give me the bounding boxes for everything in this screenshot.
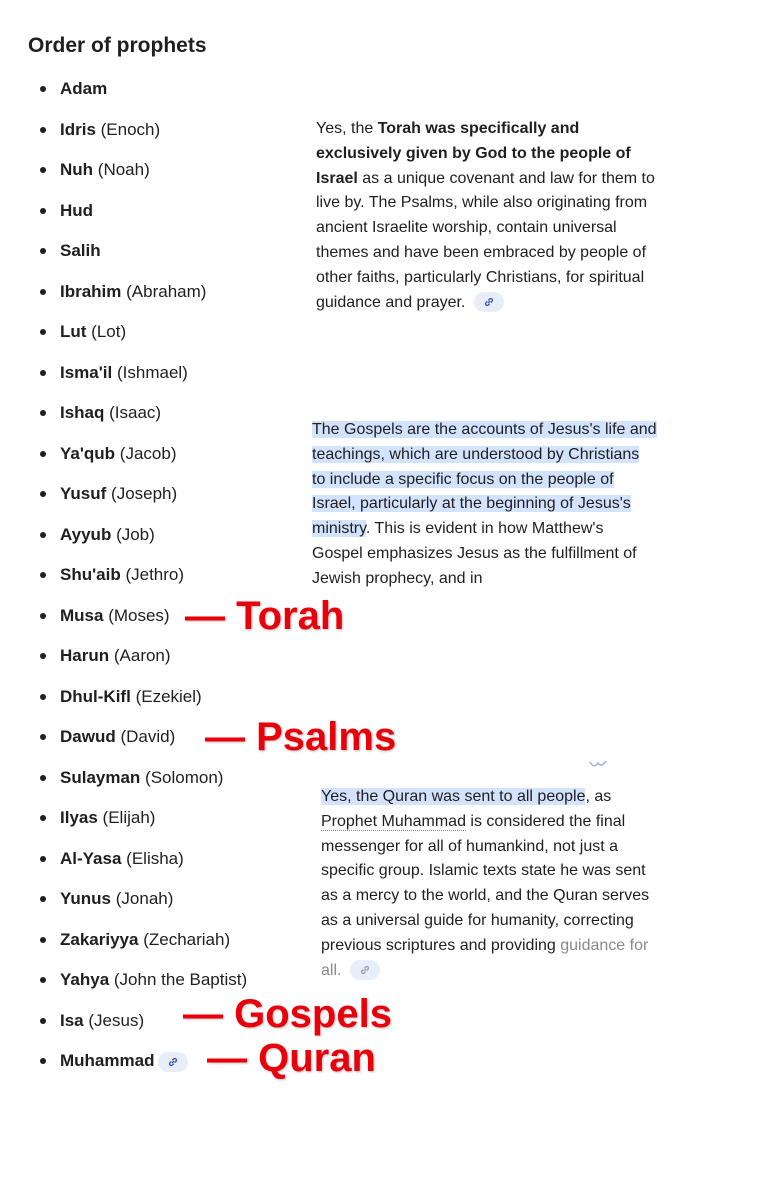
prophet-alt-name: (Zechariah): [143, 929, 231, 949]
list-item: [0, 272, 247, 313]
prophet-name: Shu'aib: [60, 565, 121, 584]
list-item: [0, 515, 247, 556]
prophet-alt-name: (Aaron): [113, 646, 171, 665]
prophet-name: Hud: [60, 200, 94, 220]
list-item: [0, 636, 247, 677]
gospel-answer: [312, 418, 657, 592]
bullet-icon: [40, 734, 46, 740]
gospel-answer-highlight: The Gospels are the accounts of Jesus's life and teachings, which are understood by Christians to include a specific focus on the people of Israel, particularly at the beginning of Jesus's ministry: [312, 421, 657, 538]
prophet-name: Dawud: [60, 727, 116, 746]
prophet-name: Ibrahim: [60, 281, 122, 301]
bullet-icon: [40, 329, 46, 335]
prophet-list: [0, 69, 247, 1082]
prophet-name: Ilyas: [60, 808, 98, 827]
bullet-icon: [40, 977, 46, 983]
bullet-icon: [40, 127, 46, 133]
list-item: [0, 434, 247, 475]
list-item: [0, 393, 247, 434]
gospel-answer-post: . This is evident in how Matthew's Gospel emphasizes Jesus as the fulfillment of Jewish prophecy, and in: [312, 520, 637, 587]
quran-answer-mid1: , as: [585, 788, 612, 805]
torah-answer-pre: Yes, the: [316, 120, 378, 137]
bullet-icon: [40, 289, 46, 295]
prophet-alt-name: (Jethro): [125, 565, 185, 584]
torah-label: — Torah: [185, 594, 345, 638]
prophet-name: Isma'il: [60, 362, 113, 382]
bullet-icon: [40, 491, 46, 497]
prophet-alt-name: (Elijah): [102, 808, 156, 827]
bullet-icon: [40, 208, 46, 214]
prophet-name: Yunus: [60, 889, 112, 908]
bullet-icon: [40, 613, 46, 619]
prophet-alt-name: (Lot): [91, 322, 127, 341]
prophet-alt-name: (Elisha): [126, 848, 184, 868]
prophet-name: Salih: [60, 241, 101, 260]
bullet-icon: [40, 937, 46, 943]
prophet-alt-name: (Ishmael): [116, 362, 188, 382]
list-item: [0, 353, 247, 394]
torah-answer-post: as a unique covenant and law for them to live by. The Psalms, while also originating from ancient Israelite worship, contain universal themes and have been embraced by people of other faiths, particularly Christians, for spiritual guidance and prayer.: [316, 169, 655, 311]
prophet-alt-name: (David): [120, 727, 176, 746]
bullet-icon: [40, 572, 46, 578]
list-item: [0, 191, 247, 232]
prophet-alt-name: (Job): [116, 524, 155, 544]
bullet-icon: [40, 451, 46, 457]
bullet-icon: [40, 86, 46, 92]
quran-answer-fade: guidance for all.: [321, 936, 649, 979]
psalms-label: — Psalms: [205, 715, 397, 759]
bullet-icon: [40, 248, 46, 254]
list-item: [0, 474, 247, 515]
bullet-icon: [40, 694, 46, 700]
prophet-name: Sulayman: [60, 767, 141, 787]
prophet-name: Yahya: [60, 970, 110, 989]
prophet-alt-name: (Jonah): [115, 889, 174, 908]
list-item: [0, 920, 247, 961]
torah-answer-bold: Torah was specifically and exclusively given by God to the people of Israel: [316, 120, 631, 187]
prophet-alt-name: (Moses): [108, 605, 170, 625]
quran-answer-highlight: Yes, the Quran was sent to all people: [321, 788, 586, 805]
page-title: Order of prophets: [28, 34, 207, 57]
bullet-icon: [40, 653, 46, 659]
quran-answer: [321, 785, 656, 983]
prophet-name: Nuh: [60, 160, 94, 179]
sparkle-icon: [588, 760, 608, 770]
list-item: [0, 150, 247, 191]
prophet-name: Adam: [60, 79, 108, 98]
bullet-icon: [40, 410, 46, 416]
list-item: [0, 312, 247, 353]
gospels-label: — Gospels: [183, 992, 392, 1036]
prophet-name: Isa: [60, 1010, 84, 1030]
torah-answer: [316, 117, 656, 315]
prophet-name: Idris: [60, 119, 96, 139]
source-link-button[interactable]: [350, 960, 380, 980]
list-item: [0, 677, 247, 718]
list-item: [0, 231, 247, 272]
prophet-name: Harun: [60, 646, 110, 665]
prophet-name: Ayyub: [60, 524, 112, 544]
prophet-name: Yusuf: [60, 484, 107, 503]
prophet-name: Ya'qub: [60, 443, 116, 463]
bullet-icon: [40, 1058, 46, 1064]
bullet-icon: [40, 775, 46, 781]
link-icon: [483, 296, 495, 308]
prophet-name: Zakariyya: [60, 929, 139, 949]
link-icon: [359, 964, 371, 976]
prophet-alt-name: (Abraham): [126, 281, 207, 301]
prophet-alt-name: (Ezekiel): [135, 686, 202, 706]
bullet-icon: [40, 532, 46, 538]
list-item: [0, 555, 247, 596]
prophet-alt-name: (Jesus): [88, 1010, 145, 1030]
prophet-name: Musa: [60, 605, 104, 625]
bullet-icon: [40, 856, 46, 862]
list-item: [0, 798, 247, 839]
prophet-alt-name: (Isaac): [109, 403, 162, 422]
list-item: [0, 879, 247, 920]
prophet-name: Lut: [60, 322, 87, 341]
source-link-button[interactable]: [474, 292, 504, 312]
prophet-alt-name: (Solomon): [145, 767, 224, 787]
prophet-name: Al-Yasa: [60, 848, 122, 868]
source-link-button[interactable]: [158, 1052, 188, 1072]
quran-answer-mid2: is considered the final messenger for all of humankind, not just a specific group. Islamic texts state he was sent as a mercy to the world, and the Quran serves as a universal guide for humanity, correcting previous scriptures and providing: [321, 812, 650, 954]
prophet-muhammad-link[interactable]: Prophet Muhammad: [321, 812, 466, 830]
prophet-name: Dhul-Kifl: [60, 686, 131, 706]
prophet-alt-name: (Jacob): [119, 443, 177, 463]
prophet-alt-name: (Joseph): [111, 484, 178, 503]
prophet-alt-name: (John the Baptist): [113, 970, 248, 989]
bullet-icon: [40, 167, 46, 173]
bullet-icon: [40, 370, 46, 376]
prophet-name: Muhammad: [60, 1051, 155, 1070]
bullet-icon: [40, 896, 46, 902]
list-item: [0, 758, 247, 799]
list-item: [0, 110, 247, 151]
bullet-icon: [40, 815, 46, 821]
link-icon: [167, 1056, 179, 1068]
prophet-name: Ishaq: [60, 403, 105, 422]
prophet-alt-name: (Enoch): [100, 119, 161, 139]
bullet-icon: [40, 1018, 46, 1024]
quran-label: — Quran: [207, 1036, 376, 1080]
list-item: [0, 839, 247, 880]
prophet-alt-name: (Noah): [97, 160, 150, 179]
list-item: [0, 69, 247, 110]
